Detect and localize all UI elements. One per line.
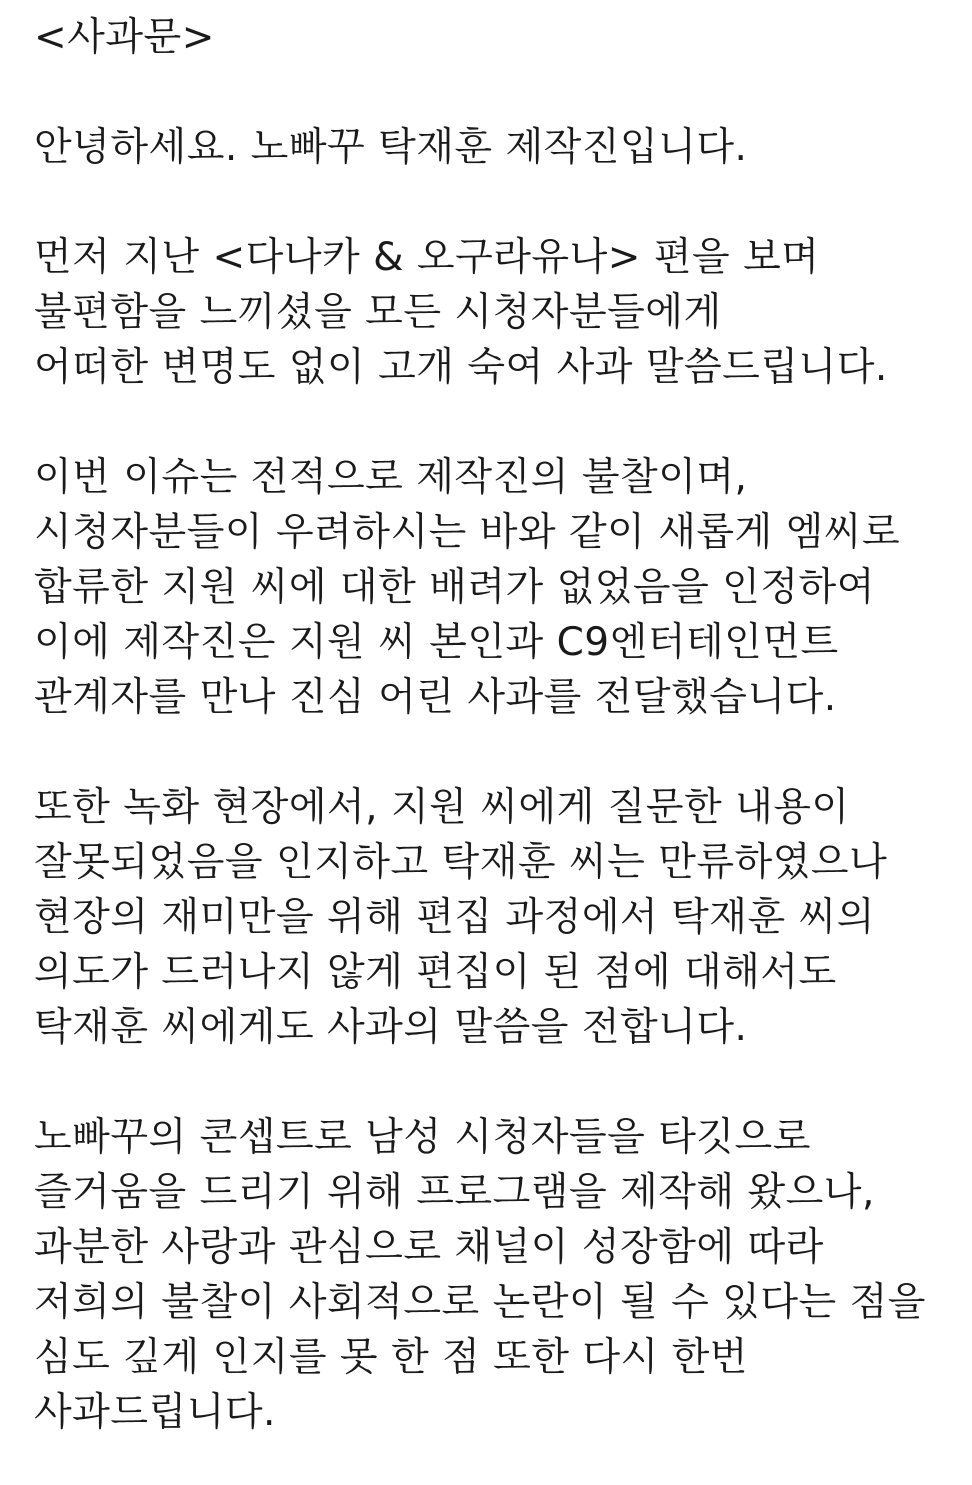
paragraph-gap xyxy=(34,725,954,780)
text-line: 어떠한 변명도 없이 고개 숙여 사과 말씀드립니다. xyxy=(34,345,888,390)
paragraph-gap xyxy=(34,1055,954,1110)
text-line: 관계자를 만나 진심 어린 사과를 전달했습니다. xyxy=(34,675,837,720)
paragraph-apology-intro xyxy=(34,230,954,395)
paragraph-greeting xyxy=(34,120,954,175)
text-line: 불편함을 느끼셨을 모든 시청자분들에게 xyxy=(34,290,722,335)
text-line: 노빠꾸의 콘셉트로 남성 시청자들을 타깃으로 xyxy=(34,1115,811,1160)
text-line: 즐거움을 드리기 위해 프로그램을 제작해 왔으나, xyxy=(34,1170,875,1215)
text-line: 먼저 지난 <다나카 & 오구라유나> 편을 보며 xyxy=(34,235,820,280)
document-title: <사과문> xyxy=(34,15,215,60)
apology-document xyxy=(34,10,954,1440)
text-line: 과분한 사랑과 관심으로 채널이 성장함에 따라 xyxy=(34,1225,824,1270)
text-line: 잘못되었음을 인지하고 탁재훈 씨는 만류하였으나 xyxy=(34,840,888,885)
paragraph-gap xyxy=(34,395,954,450)
text-line: 또한 녹화 현장에서, 지원 씨에게 질문한 내용이 xyxy=(34,785,850,830)
text-line: 안녕하세요. 노빠꾸 탁재훈 제작진입니다. xyxy=(34,125,748,170)
paragraph-issue xyxy=(34,450,954,725)
text-line: 의도가 드러나지 않게 편집이 된 점에 대해서도 xyxy=(34,950,837,995)
text-line: 현장의 재미만을 위해 편집 과정에서 탁재훈 씨의 xyxy=(34,895,875,940)
text-line: 이에 제작진은 지원 씨 본인과 C9엔터테인먼트 xyxy=(34,620,839,665)
paragraph-gap xyxy=(34,65,954,120)
text-line: 합류한 지원 씨에 대한 배려가 없었음을 인정하여 xyxy=(34,565,875,610)
paragraph-recording xyxy=(34,780,954,1055)
paragraph-gap xyxy=(34,175,954,230)
text-line: 이번 이슈는 전적으로 제작진의 불찰이며, xyxy=(34,455,748,500)
text-line: 사과드립니다. xyxy=(34,1390,276,1435)
paragraph-closing xyxy=(34,1110,954,1440)
text-line: 탁재훈 씨에게도 사과의 말씀을 전합니다. xyxy=(34,1005,748,1050)
text-line: 시청자분들이 우려하시는 바와 같이 새롭게 엠씨로 xyxy=(34,510,901,555)
text-line: 심도 깊게 인지를 못 한 점 또한 다시 한번 xyxy=(34,1335,748,1380)
text-line: 저희의 불찰이 사회적으로 논란이 될 수 있다는 점을 xyxy=(34,1280,926,1325)
